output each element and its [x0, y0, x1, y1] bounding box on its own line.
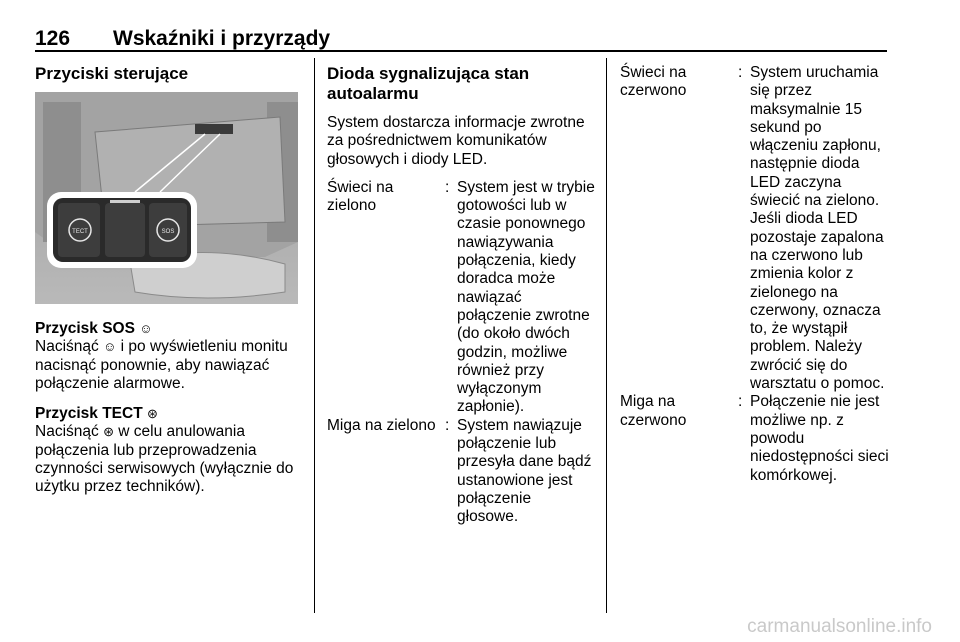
- led-intro: System dostarcza informacje zwrotne za pośrednictwem komunikatów głosowych i diody LED.: [327, 114, 585, 168]
- sos-block: [35, 320, 305, 393]
- sos-icon: ☺: [139, 321, 153, 336]
- sos-figure-label: SOS: [161, 229, 175, 235]
- def-desc: System nawiązuje połączenie lub przesyła dane bądź ustanowione jest połączenie głosowe.: [457, 416, 592, 526]
- section-title-controls: Przyciski sterujące: [35, 64, 189, 83]
- sos-text-a: Naciśnąć: [35, 338, 99, 356]
- def-term: Świeci na czerwono: [620, 64, 687, 100]
- column-divider-1: [314, 58, 315, 613]
- tect-heading-label: Przycisk TECT: [35, 405, 143, 423]
- column-3: [620, 64, 890, 485]
- tect-figure-label: TECT: [72, 229, 88, 235]
- column-1: [35, 64, 305, 497]
- tect-icon: ⊛: [147, 406, 158, 422]
- def-desc: System jest w trybie gotowości lub w czasie ponownego nawiązywania połączenia, kiedy doradca może nawiązać połączenie zwrotne (do około dwóch godzin, możliwe również przy wyłączonym zapłonie).: [457, 178, 595, 416]
- def-desc: Połączenie nie jest możliwe np. z powodu niedostępności sieci komórkowej.: [750, 393, 889, 484]
- sos-inline-icon: ☺: [103, 339, 117, 355]
- def-colon: :: [445, 178, 450, 196]
- led-def-red-blink: [620, 393, 890, 484]
- watermark: carmanualsonline.info: [747, 616, 932, 637]
- def-colon: :: [738, 64, 743, 81]
- sos-heading-label: Przycisk SOS: [35, 320, 135, 337]
- column-2: [327, 64, 595, 527]
- tect-text-b: w celu anulowania połączenia lub przeprowadzenia czynności serwisowych (wyłącznie do użytku przez techników).: [35, 423, 294, 496]
- def-desc: System uruchamia się przez maksymalnie 15 sekund po włączeniu zapłonu, następnie dioda LED zaczyna świecić na zielono. Jeśli dioda LED pozostaje zapalona na czerwono lub zmienia kolor z zielonego na czerwony, oznacza to, że wystąpił problem. Należy zwrócić się do warsztatu o pomoc.: [750, 64, 885, 393]
- def-term: Świeci na zielono: [327, 178, 394, 215]
- section-title-led: Dioda sygnalizująca stan autoalarmu: [327, 64, 530, 103]
- led-def-green-blink: [327, 417, 595, 527]
- led-def-red-steady: [620, 64, 890, 393]
- tect-block: [35, 405, 305, 496]
- column-divider-2: [606, 58, 607, 613]
- page-number: 126: [35, 27, 71, 50]
- sos-heading: [35, 320, 305, 338]
- chapter-title: Wskaźniki i przyrządy: [113, 27, 331, 50]
- tect-text-a: Naciśnąć: [35, 423, 99, 441]
- sos-text-b: i po wyświetleniu monitu nacisnąć ponownie, aby nawiązać połączenie alarmowe.: [35, 338, 288, 392]
- tect-inline-icon: ⊛: [103, 424, 114, 440]
- header-rule: [35, 50, 887, 52]
- control-buttons-figure: [35, 92, 298, 304]
- tect-description: [35, 423, 305, 496]
- led-def-green-steady: [327, 179, 595, 417]
- page-header: [35, 27, 887, 51]
- sos-description: [35, 338, 305, 393]
- def-colon: :: [445, 416, 450, 434]
- def-term: Miga na czerwono: [620, 393, 687, 429]
- tect-heading: [35, 405, 305, 423]
- def-term: Miga na zielono: [327, 416, 436, 434]
- def-colon: :: [738, 393, 743, 411]
